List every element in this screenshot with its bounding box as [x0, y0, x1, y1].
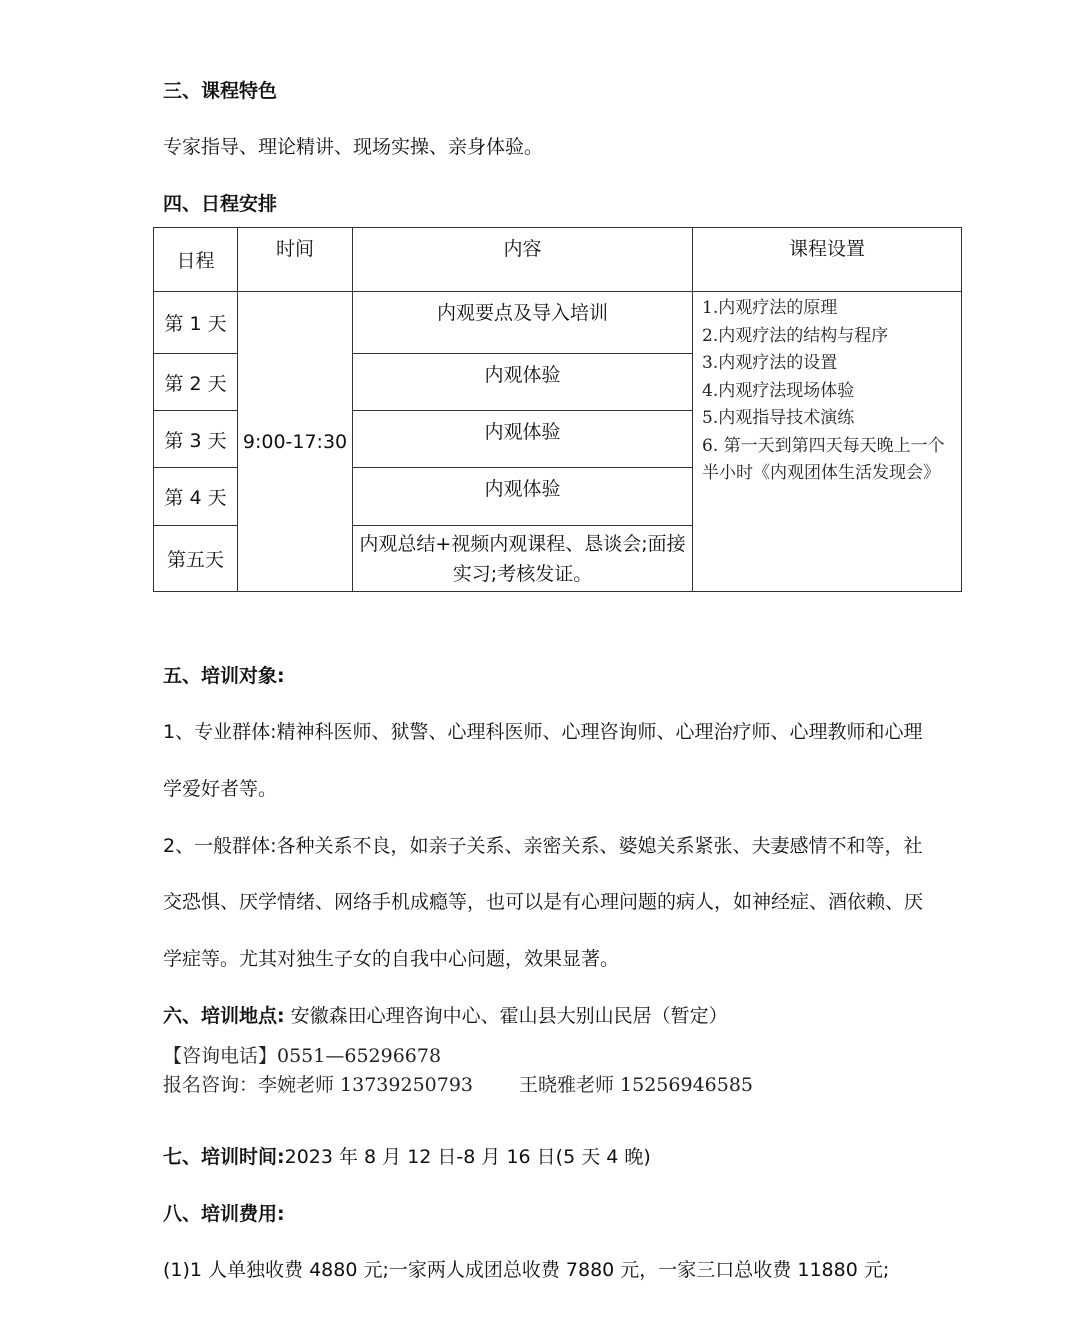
content-line: 内观总结+视频内观课程、恳谈会;面接	[359, 532, 686, 555]
content-cell: 内观体验	[353, 411, 693, 468]
training-location: 安徽森田心理咨询中心、霍山县大别山民居（暂定）	[284, 1005, 728, 1027]
consult-phone: 【咨询电话】0551—65296678	[163, 1045, 442, 1067]
section-6-line	[163, 1001, 728, 1028]
header-course: 课程设置	[693, 228, 962, 292]
content-cell	[353, 526, 693, 592]
section-7-line	[163, 1142, 651, 1169]
table-row	[154, 292, 962, 354]
day-cell: 第 4 天	[154, 468, 238, 526]
day-cell: 第 3 天	[154, 411, 238, 468]
header-content: 内容	[353, 228, 693, 292]
section-8-heading: 八、培训费用:	[163, 1203, 285, 1225]
table-header-row	[154, 228, 962, 292]
section-5-item1-line2: 学爱好者等。	[163, 778, 278, 800]
section-6-heading: 六、培训地点:	[163, 1005, 285, 1027]
course-item: 5.内观指导技术演练	[702, 408, 855, 428]
course-item: 6. 第一天到第四天每天晚上一个半小时《内观团体生活发现会》	[702, 435, 945, 483]
section-4-heading: 四、日程安排	[163, 193, 278, 215]
section-5-item2-line2: 交恐惧、厌学情绪、网络手机成瘾等，也可以是有心理问题的病人，如神经症、酒依赖、厌	[163, 891, 924, 913]
course-item: 4.内观疗法现场体验	[702, 380, 855, 401]
course-item: 2.内观疗法的结构与程序	[702, 325, 889, 346]
contact-2: 王晓雅老师 15256946585	[519, 1074, 754, 1096]
section-5-item2-line1: 2、一般群体:各种关系不良，如亲子关系、亲密关系、婆媳关系紧张、夫妻感情不和等，社	[163, 835, 923, 857]
section-5-heading: 五、培训对象:	[163, 665, 285, 687]
day-cell: 第五天	[154, 526, 238, 592]
section-5-item2-line3: 学症等。尤其对独生子女的自我中心问题，效果显著。	[163, 948, 620, 970]
training-time: 2023 年 8 月 12 日-8 月 16 日(5 天 4 晚)	[284, 1146, 651, 1168]
content-cell: 内观要点及导入培训	[353, 292, 693, 354]
section-5-item1-line1: 1、专业群体:精神科医师、狱警、心理科医师、心理咨询师、心理治疗师、心理教师和心理	[163, 721, 923, 743]
header-time: 时间	[238, 228, 353, 292]
contact-1: 报名咨询：李婉老师 13739250793	[163, 1074, 474, 1096]
content-cell: 内观体验	[353, 468, 693, 526]
schedule-table	[153, 227, 962, 592]
fee-line: (1)1 人单独收费 4880 元;一家两人成团总收费 7880 元，一家三口总收费 11880 元;	[163, 1259, 890, 1281]
section-7-heading: 七、培训时间:	[163, 1146, 285, 1168]
course-item: 1.内观疗法的原理	[702, 298, 838, 318]
section-3-heading: 三、课程特色	[163, 80, 278, 102]
content-cell: 内观体验	[353, 354, 693, 411]
time-cell: 9:00-17:30	[238, 292, 353, 592]
day-cell: 第 2 天	[154, 354, 238, 411]
header-day: 日程	[154, 228, 238, 292]
course-settings-cell	[693, 292, 962, 592]
section-3-text: 专家指导、理论精讲、现场实操、亲身体验。	[163, 136, 544, 158]
content-line: 实习;考核发证。	[452, 562, 593, 585]
day-cell: 第 1 天	[154, 292, 238, 354]
course-item: 3.内观疗法的设置	[702, 353, 838, 373]
